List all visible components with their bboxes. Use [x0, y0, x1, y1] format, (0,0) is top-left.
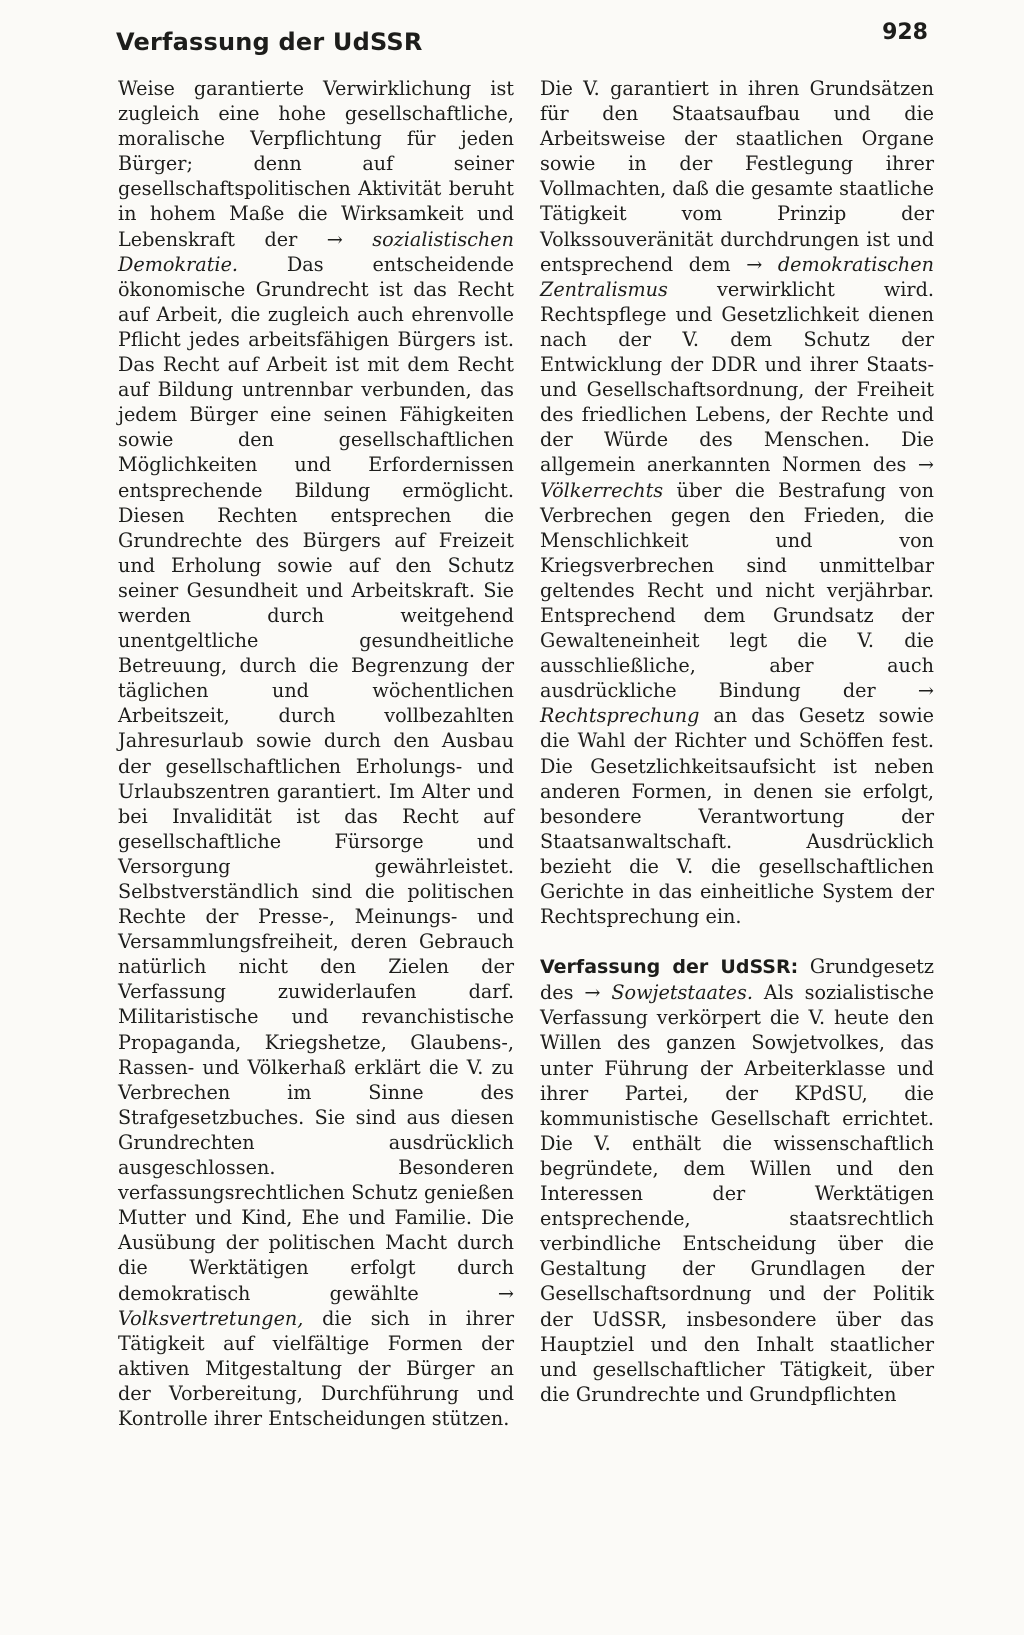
lexicon-entry [540, 954, 934, 1407]
right-column [540, 76, 934, 1407]
text-run: Das entscheidende ökonomische Grundrecht ist das Recht auf Arbeit, die zugleich auch ehrenvolle Pflicht jedes arbeitsfähigen Bürgers ist. Das Recht auf Arbeit ist mit dem Recht auf Bildung untrennbar verbunden, das jedem Bürger eine seinen Fähigkeiten sowie den gesellschaftlichen Möglichkeiten und Erfordernissen entsprechende Bildung ermöglicht. Diesen Rechten entsprechen die Grundrechte des Bürgers auf Freizeit und Erholung sowie auf den Schutz seiner Gesundheit und Arbeitskraft. Sie werden durch weitgehend unentgeltliche gesundheitliche Betreuung, durch die Begrenzung der täglichen und wöchentlichen Arbeitszeit, durch vollbezahlten Jahresurlaub sowie durch den Ausbau der gesellschaftlichen Erholungs- und Urlaubszentren garantiert. Im Alter und bei Invalidität ist das Recht auf gesellschaftliche Fürsorge und Versorgung gewährleistet. Selbstverständlich sind die politischen Rechte der Presse-, Meinungs- und Versammlungsfreiheit, deren Gebrauch natürlich nicht den Zielen der Verfassung zuwiderlaufen darf. Militaristische und revanchistische Propaganda, Kriegshetze, Glaubens-, Rassen- und Völkerhaß erklärt die V. zu Verbrechen im Sinne des Strafgesetzbuches. Sie sind aus diesen Grundrechten ausdrücklich ausgeschlossen. Besonderen verfassungsrechtlichen Schutz genießen Mutter und Kind, Ehe und Familie. Die Ausübung der politischen Macht durch die Werktätigen erfolgt durch demokratisch gewählte [118, 252, 514, 1305]
text-run: Die V. garantiert in ihren Grundsätzen für den Staatsaufbau und die Arbeitsweise der staatlichen Organe sowie in der Festlegung ihrer Vollmachten, daß die gesamte staatliche Tätigkeit vom Prinzip der Volkssouveränität durchdrungen ist und entsprechend dem [540, 77, 934, 276]
text-run: die sich in ihrer Tätigkeit auf vielfältige Formen der aktiven Mitgestaltung der Bürger an der Vorbereitung, Durchführung und Kontrolle ihrer Entscheidungen stützen. [118, 1306, 514, 1430]
cross-reference-link[interactable]: demokratischen Zentralismus [540, 252, 935, 301]
body-paragraph [118, 76, 514, 1431]
cross-reference-link[interactable]: sozialistischen Demokratie. [118, 227, 514, 276]
cross-reference-link[interactable]: Völkerrechts [540, 478, 664, 502]
running-title: Verfassung der UdSSR [116, 28, 423, 56]
arrow-right-icon: → [497, 1281, 514, 1305]
arrow-right-icon: → [917, 679, 934, 703]
text-run: Als sozialistische Verfassung verkörpert die V. heute den Willen des ganzen Sowjetvolkes, das unter Führung der Arbeiterklasse und ihrer Partei, der KPdSU, die kommunistische Gesellschaft errichtet. Die V. enthält die wissenschaftlich begründete, dem Willen und den Interessen der Werktätigen entsprechende, staatsrechtlich verbindliche Entscheidung über die Gestaltung der Grundlagen der Gesellschaftsordnung und der Politik der UdSSR, insbesondere über das Hauptziel und den Inhalt staatlicher und gesellschaftlicher Tätigkeit, über die Grundrechte und Grundpflichten [540, 981, 934, 1406]
arrow-right-icon: → [917, 453, 934, 477]
cross-reference-link[interactable]: Sowjetstaates. [600, 981, 753, 1005]
text-run: an das Gesetz sowie die Wahl der Richter und Schöffen fest. Die Gesetzlichkeitsaufsicht ist neben anderen Formen, in denen sie erfolgt, besondere Verantwortung der Staatsanwaltschaft. Ausdrücklich bezieht die V. die gesellschaftlichen Gerichte in das einheitliche System der Rechtsprechung ein. [540, 704, 934, 929]
entry-headword: Verfassung der UdSSR: [540, 956, 799, 979]
cross-reference-link[interactable]: Volksvertretungen, [118, 1306, 304, 1330]
arrow-right-icon: → [326, 227, 343, 251]
arrow-right-icon: → [584, 981, 601, 1005]
text-run: über die Bestrafung von Verbrechen gegen den Frieden, die Menschlichkeit und von Kriegsverbrechen sind unmittelbar geltendes Recht und nicht verjährbar. Entsprechend dem Grundsatz der Gewalteneinheit legt die V. die ausschließliche, aber auch ausdrückliche Bindung der [540, 478, 934, 703]
text-run: Weise garantierte Verwirklichung ist zugleich eine hohe gesellschaftliche, moralische Verpflichtung für jeden Bürger; denn auf seiner gesellschaftspolitischen Aktivität beruht in hohem Maße die Wirksamkeit und Lebenskraft der [118, 77, 514, 251]
arrow-right-icon: → [746, 252, 763, 276]
left-column [118, 76, 514, 1431]
text-run: verwirklicht wird. Rechtspflege und Gesetzlichkeit dienen nach der V. dem Schutz der Entwicklung der DDR und ihrer Staats- und Gesellschaftsordnung, der Freiheit des friedlichen Lebens, der Rechte und der Würde des Menschen. Die allgemein anerkannten Normen des [540, 277, 934, 477]
body-paragraph [540, 76, 934, 929]
page-number: 928 [882, 20, 928, 45]
text-run: Grundgesetz des [540, 955, 934, 1005]
cross-reference-link[interactable]: Rechtsprechung [540, 704, 700, 728]
